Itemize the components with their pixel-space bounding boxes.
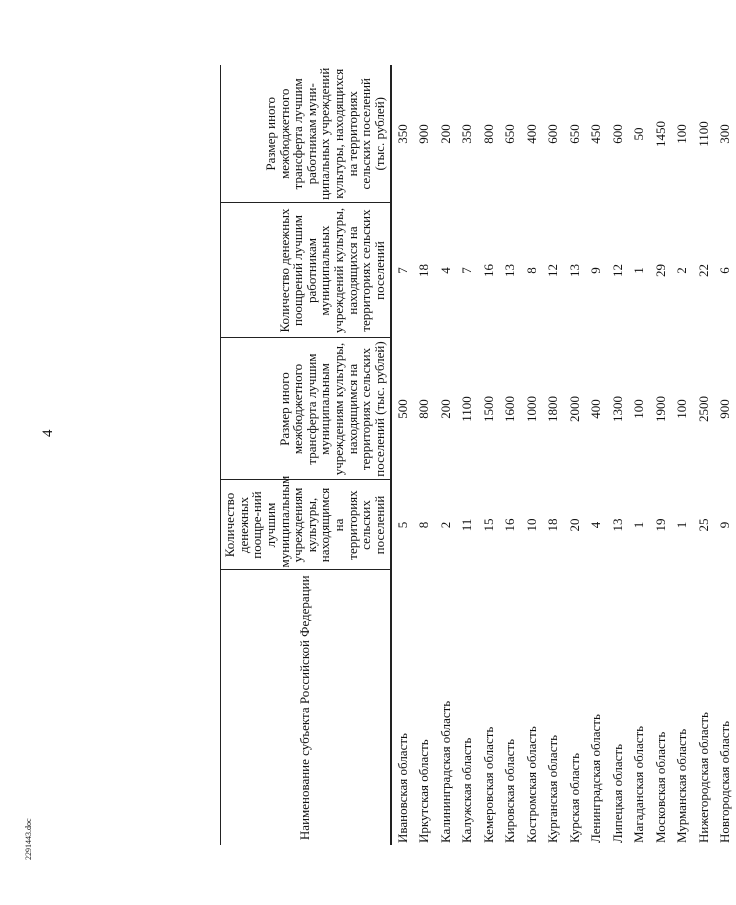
worker-awards-cell: 2	[674, 267, 690, 274]
worker-awards-cell: 12	[545, 264, 561, 277]
table-row	[650, 65, 672, 845]
worker-awards-cell: 13	[502, 264, 518, 277]
worker-awards-cell: 12	[609, 264, 625, 277]
worker-transfer-cell: 350	[394, 124, 410, 144]
table-row	[521, 65, 543, 845]
table-row	[585, 65, 607, 845]
institution-transfer-cell: 100	[674, 399, 690, 419]
worker-transfer-cell: 800	[480, 124, 496, 144]
worker-awards-cell: 16	[480, 264, 496, 277]
institution-awards-cell: 1	[631, 521, 647, 529]
worker-transfer-cell: 1100	[695, 121, 711, 147]
worker-transfer-cell: 450	[588, 124, 604, 144]
institution-awards-cell: 5	[394, 521, 410, 529]
institution-transfer-cell: 2500	[695, 396, 711, 422]
worker-transfer-cell: 50	[631, 127, 647, 141]
worker-transfer-cell: 200	[437, 124, 453, 144]
region-name-cell: Ивановская область	[394, 733, 410, 843]
worker-awards-cell: 29	[652, 264, 668, 277]
table-row	[542, 65, 564, 845]
institution-transfer-cell: 1000	[523, 396, 539, 422]
region-name-cell: Калининградская область	[437, 700, 453, 843]
worker-awards-cell: 22	[695, 264, 711, 277]
institution-awards-cell: 1	[674, 521, 690, 529]
region-name-cell: Нижегородская область	[695, 712, 711, 843]
institution-transfer-cell: 1300	[609, 396, 625, 422]
table-row	[714, 65, 736, 845]
table-row	[564, 65, 586, 845]
institution-awards-cell: 9	[717, 521, 733, 529]
institution-transfer-cell: 1500	[480, 396, 496, 422]
region-name-cell: Костромская область	[523, 726, 539, 843]
region-name-cell: Кировская область	[502, 738, 518, 843]
institution-transfer-cell: 1900	[652, 396, 668, 422]
header-worker-awards-count: Количество денежных поощрений лучшим работникам муниципальных учреждений культуры, находящихся на территориях сельских поселений	[221, 203, 391, 338]
institution-awards-cell: 19	[652, 518, 668, 532]
institution-awards-cell: 13	[609, 518, 625, 532]
institution-transfer-cell: 900	[717, 399, 733, 419]
worker-awards-cell: 7	[459, 267, 475, 274]
institution-awards-cell: 4	[588, 521, 604, 529]
institution-awards-cell: 25	[695, 518, 711, 532]
institution-awards-cell: 15	[480, 518, 496, 532]
table-row	[628, 65, 650, 845]
region-name-cell: Кемеровская область	[480, 726, 496, 843]
table-row	[391, 65, 414, 845]
institution-awards-cell: 16	[502, 518, 518, 532]
table-row	[499, 65, 521, 845]
table-row	[435, 65, 457, 845]
page-number: 4	[40, 429, 56, 437]
region-name-cell: Курская область	[566, 752, 582, 843]
institution-transfer-cell: 1100	[459, 396, 475, 422]
rotated-table-container	[220, 65, 733, 845]
header-institution-awards-count: Количество денежных поощре-ний лучшим муниципальным учреждениям культуры, находящимся на территориях сельских поселений	[221, 480, 391, 570]
document-filename: 2291443.doc	[24, 818, 33, 860]
header-institution-transfer-amount: Размер иного межбюджетного трансферта лучшим муниципальным учреждениям культуры, находящимся на территориях сельских поселений (тыс. рублей)	[221, 338, 391, 480]
table-row	[413, 65, 435, 845]
worker-transfer-cell: 900	[416, 124, 432, 144]
worker-transfer-cell: 300	[717, 124, 733, 144]
institution-transfer-cell: 1800	[545, 396, 561, 422]
institution-awards-cell: 18	[545, 518, 561, 532]
institution-transfer-cell: 500	[394, 399, 410, 419]
table-row	[693, 65, 715, 845]
table-row	[456, 65, 478, 845]
table-row	[671, 65, 693, 845]
region-name-cell: Курганская область	[545, 734, 561, 843]
region-name-cell: Новгородская область	[717, 720, 733, 843]
worker-transfer-cell: 600	[609, 124, 625, 144]
header-worker-transfer-amount: Размер иного межбюджетного трансферта лучшим работникам муни-ципальных учреждений культуры, находящихся на территориях сельских поселений (тыс. рублей)	[221, 65, 391, 203]
worker-awards-cell: 18	[416, 264, 432, 277]
institution-awards-cell: 10	[523, 518, 539, 532]
table-header-row	[221, 65, 391, 845]
worker-awards-cell: 13	[566, 264, 582, 277]
region-name-cell: Магаданская область	[631, 725, 647, 843]
table-row	[607, 65, 629, 845]
worker-awards-cell: 1	[631, 267, 647, 274]
subsidy-table	[220, 65, 736, 845]
worker-transfer-cell: 600	[545, 124, 561, 144]
region-name-cell: Калужская область	[459, 737, 475, 843]
institution-transfer-cell: 400	[588, 399, 604, 419]
worker-transfer-cell: 650	[502, 124, 518, 144]
worker-awards-cell: 9	[588, 267, 604, 274]
table-row	[478, 65, 500, 845]
region-name-cell: Липецкая область	[609, 743, 625, 843]
worker-transfer-cell: 350	[459, 124, 475, 144]
institution-transfer-cell: 100	[631, 399, 647, 419]
worker-transfer-cell: 100	[674, 124, 690, 144]
institution-awards-cell: 11	[459, 518, 475, 532]
institution-awards-cell: 20	[566, 518, 582, 532]
worker-awards-cell: 8	[523, 267, 539, 274]
worker-transfer-cell: 400	[523, 124, 539, 144]
table-body	[391, 65, 736, 845]
region-name-cell: Ленинградская область	[588, 714, 604, 843]
institution-transfer-cell: 800	[416, 399, 432, 419]
institution-transfer-cell: 1600	[502, 396, 518, 422]
worker-transfer-cell: 1450	[652, 121, 668, 147]
institution-transfer-cell: 200	[437, 399, 453, 419]
region-name-cell: Московская область	[652, 731, 668, 843]
region-name-cell: Иркутская область	[416, 739, 432, 843]
worker-awards-cell: 7	[394, 267, 410, 274]
header-region: Наименование субъекта Российской Федерации	[221, 570, 391, 845]
institution-awards-cell: 2	[437, 521, 453, 529]
region-name-cell: Мурманская область	[674, 728, 690, 843]
worker-transfer-cell: 650	[566, 124, 582, 144]
worker-awards-cell: 6	[717, 267, 733, 274]
worker-awards-cell: 4	[437, 267, 453, 274]
institution-transfer-cell: 2000	[566, 396, 582, 422]
institution-awards-cell: 8	[416, 521, 432, 529]
